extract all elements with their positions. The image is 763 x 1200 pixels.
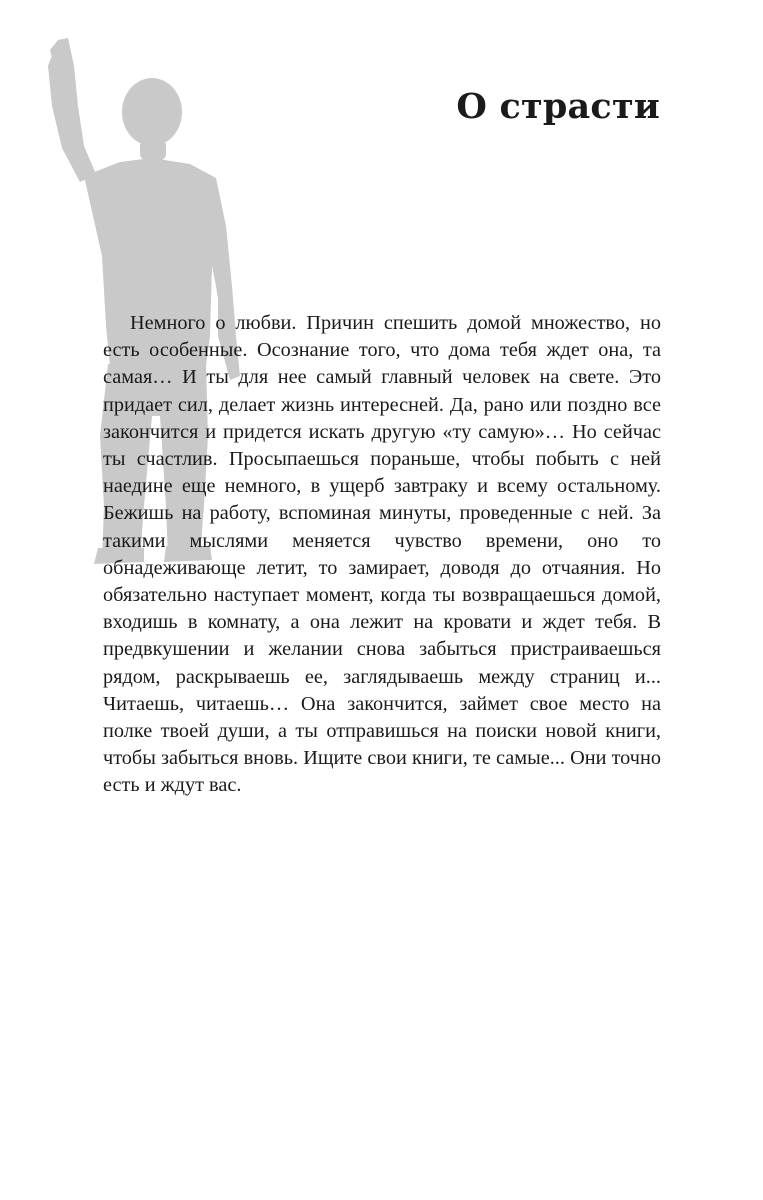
body-paragraph: Немного о любви. Причин спешить домой множество, но есть особенные. Осознание того, что дома тебя ждет она, та самая… И ты для нее самый главный человек на свете. Это придает сил, делает жизнь интересней. Да, рано или поздно все закончится и придется искать другую «ту самую»… Но сейчас ты счастлив. Просыпаешься пораньше, чтобы побыть с ней наедине еще немного, в ущерб завтраку и всему остальному. Бежишь на работу, вспоминая минуты, проведенные с ней. За такими мыслями меняется чувство времени, оно то обнадеживающе летит, то замирает, доводя до отчаяния. Но обязательно наступает момент, когда ты возвращаешься домой, входишь в комнату, а она лежит на кровати и ждет тебя. В предвкушении и желании снова забыться пристраиваешься рядом, раскрываешь ее, заглядываешь между страниц и... Читаешь, читаешь… Она закончится, займет свое место на полке твоей души, а ты отправишься на поиски новой книги, чтобы забыться вновь. Ищите свои книги, те самые... Они точно есть и ждут вас.: [103, 312, 661, 797]
chapter-title: О страсти: [456, 86, 660, 127]
